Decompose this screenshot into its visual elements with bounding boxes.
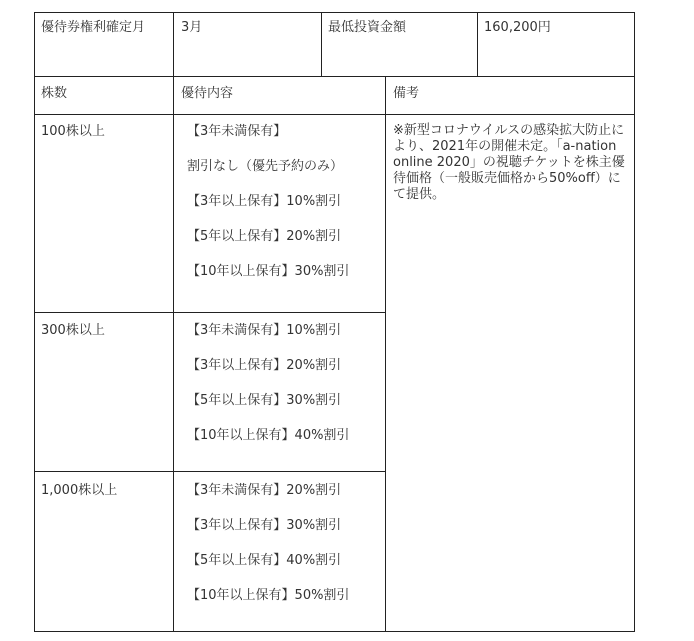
benefit-line: 割引なし（優先予約のみ） <box>187 159 344 174</box>
table-body <box>35 115 634 631</box>
header-details: 優待内容 <box>181 86 234 101</box>
shares-1000: 1,000株以上 <box>41 483 118 498</box>
divider <box>173 115 174 631</box>
top-row <box>35 13 634 77</box>
divider <box>385 115 386 631</box>
benefit-line: 【3年以上保有】30%割引 <box>187 518 342 533</box>
benefit-line: 【3年未満保有】10%割引 <box>187 323 342 338</box>
benefit-line: 【3年未満保有】 <box>187 124 287 139</box>
benefit-line: 【10年以上保有】30%割引 <box>187 264 350 279</box>
header-shares: 株数 <box>41 86 68 101</box>
benefit-line: 【10年以上保有】50%割引 <box>187 588 350 603</box>
group-divider <box>35 312 386 313</box>
divider <box>321 13 322 76</box>
benefit-table <box>34 12 635 632</box>
divider <box>173 76 174 114</box>
header-notes: 備考 <box>393 86 420 101</box>
divider <box>385 76 386 114</box>
min-invest-label: 最低投資金額 <box>328 20 407 35</box>
benefit-line: 【3年未満保有】20%割引 <box>187 483 342 498</box>
shares-300: 300株以上 <box>41 323 105 338</box>
benefit-line: 【10年以上保有】40%割引 <box>187 428 350 443</box>
note-text: ※新型コロナウイルスの感染拡大防止により、2021年の開催未定。「a-nation online 2020」の視聴チケットを株主優待価格（一般販売価格から50%off）にて提供。 <box>393 123 625 202</box>
header-row <box>35 76 634 115</box>
shares-100: 100株以上 <box>41 124 105 139</box>
divider <box>477 13 478 76</box>
benefit-line: 【5年以上保有】20%割引 <box>187 229 342 244</box>
confirm-month-value: 3月 <box>181 20 203 35</box>
group-divider <box>35 471 386 472</box>
min-invest-value: 160,200円 <box>484 20 551 35</box>
benefit-line: 【3年以上保有】10%割引 <box>187 194 342 209</box>
benefit-line: 【5年以上保有】30%割引 <box>187 393 342 408</box>
benefit-line: 【3年以上保有】20%割引 <box>187 358 342 373</box>
benefit-line: 【5年以上保有】40%割引 <box>187 553 342 568</box>
confirm-month-label: 優待券権利確定月 <box>41 20 146 35</box>
divider <box>173 13 174 76</box>
